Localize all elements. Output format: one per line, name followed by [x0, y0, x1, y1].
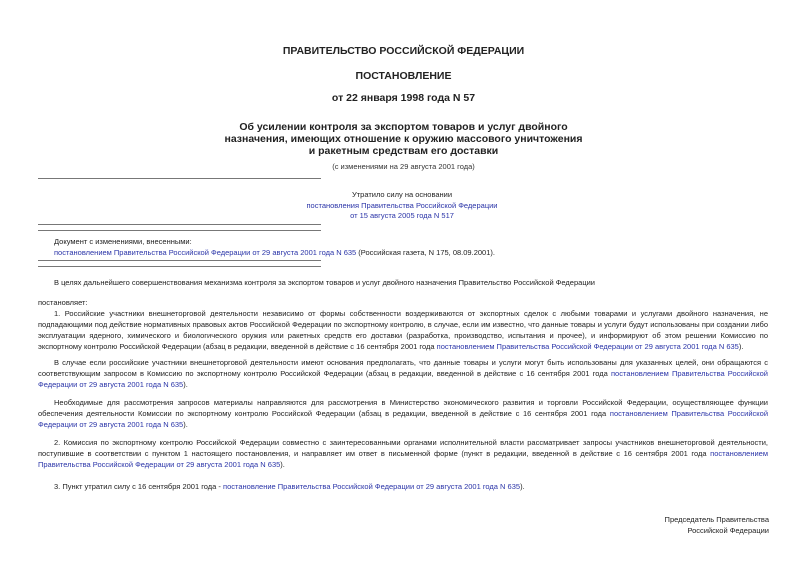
- paragraph-3: [38, 397, 768, 430]
- decree-word: постановляет:: [38, 298, 88, 307]
- paragraph-end: ).: [183, 420, 188, 429]
- lost-force-link-date[interactable]: от 15 августа 2005 года N 517: [350, 211, 454, 220]
- document-date: от 22 января 1998 года N 57: [331, 92, 476, 104]
- document-type: ПОСТАНОВЛЕНИЕ: [355, 70, 452, 82]
- amendment-link[interactable]: постановление Правительства Российской Федерации от 29 августа 2001 года N 635: [223, 482, 521, 491]
- document-title: [0, 121, 807, 157]
- changes-note: (с изменениями на 29 августа 2001 года): [332, 162, 475, 171]
- signature-org: Российской Федерации: [687, 526, 769, 535]
- paragraph-end: ).: [280, 460, 285, 469]
- paragraph-end: ).: [520, 482, 525, 491]
- title-line: Об усилении контроля за экспортом товаров и услуг двойного: [239, 121, 568, 133]
- signature-title: Председатель Правительства: [664, 515, 769, 524]
- paragraph-4: [38, 437, 768, 470]
- divider: [38, 178, 321, 179]
- title-line: назначения, имеющих отношение к оружию массового уничтожения: [224, 133, 583, 145]
- document-changes-label: Документ с изменениями, внесенными:: [54, 237, 192, 246]
- lost-force-note: [295, 190, 509, 222]
- document-changes-link[interactable]: постановлением Правительства Российской Федерации от 29 августа 2001 года N 635: [54, 248, 357, 257]
- amendment-link[interactable]: постановлением Правительства Российской Федерации от 29 августа 2001 года N 635: [38, 369, 768, 389]
- paragraph-2: [38, 357, 768, 390]
- paragraph-5: [38, 481, 768, 492]
- intro-paragraph: В целях дальнейшего совершенствования механизма контроля за экспортом товаров и услуг двойного назначения Правительство Российской Федерации: [54, 278, 595, 287]
- divider: [38, 266, 321, 267]
- government-heading: ПРАВИТЕЛЬСТВО РОССИЙСКОЙ ФЕДЕРАЦИИ: [282, 45, 525, 57]
- paragraph-text: В случае если российские участники внешнеторговой деятельности имеют основания предполагать, что данные товары и услуги могут быть использованы для указанных целей, они обращаются с соответствующим запросом в Комиссию по экспортному контролю Российской Федерации (абзац в редакции, введенной в действие с 16 сентября 2001 года: [38, 358, 768, 378]
- title-line: и ракетным средствам его доставки: [308, 145, 499, 157]
- document-changes-source: (Российская газета, N 175, 08.09.2001).: [356, 248, 495, 257]
- divider: [38, 224, 321, 225]
- lost-force-text: Утратило силу на основании: [351, 190, 453, 199]
- paragraph-1: [38, 308, 768, 352]
- amendment-link[interactable]: постановлением Правительства Российской Федерации от 29 августа 2001 года N 635: [436, 342, 739, 351]
- paragraph-end: ).: [183, 380, 188, 389]
- amendment-link[interactable]: постановлением Правительства Российской Федерации от 29 августа 2001 года N 635: [38, 409, 769, 429]
- paragraph-text: 1. Российские участники внешнеторговой деятельности независимо от формы собственности воздерживаются от экспортных сделок с любыми товарами и услугами двойного назначения, не подпадающими под действие нормативных правовых актов Российской Федерации по экспортному контролю, в случае, если им известно, что данные товары и услуги будут использованы при создании либо эксплуатации ядерного, химического и биологического оружия или ракетных средств его доставки (разработка, производство, испытания и прочее), и информируют об этом решении Комиссию по экспортному контролю Российской Федерации (абзац в редакции, введенной в действие с 16 сентября 2001 года: [38, 309, 768, 351]
- divider: [38, 230, 321, 231]
- signature-block: [665, 514, 769, 536]
- divider: [38, 260, 321, 261]
- paragraph-text: 3. Пункт утратил силу с 16 сентября 2001 года -: [54, 482, 224, 491]
- lost-force-link[interactable]: постановления Правительства Российской Федерации: [306, 200, 498, 210]
- paragraph-end: ).: [738, 342, 744, 351]
- paragraph-text: 2. Комиссия по экспортному контролю Российской Федерации совместно с заинтересованными органами исполнительной власти рассматривает запросы участников внешнеторговой деятельности, поступившие в соответствии с пунктом 1 настоящего постановления, и направляет им ответ в письменной форме (пункт в редакции, введенной в действие с 16 сентября 2001 года: [38, 438, 768, 458]
- paragraph-text: Необходимые для рассмотрения запросов материалы направляются для рассмотрения в Министерство экономического развития и торговли Российской Федерации, осуществляющее функции обеспечения деятельности Комиссии по экспортному контролю Российской Федерации (абзац в редакции, введенной в действие с 16 сентября 2001 года: [38, 398, 768, 418]
- document-changes: [54, 236, 794, 258]
- amendment-link[interactable]: постановлением Правительства Российской Федерации от 29 августа 2001 года N 635: [38, 449, 768, 469]
